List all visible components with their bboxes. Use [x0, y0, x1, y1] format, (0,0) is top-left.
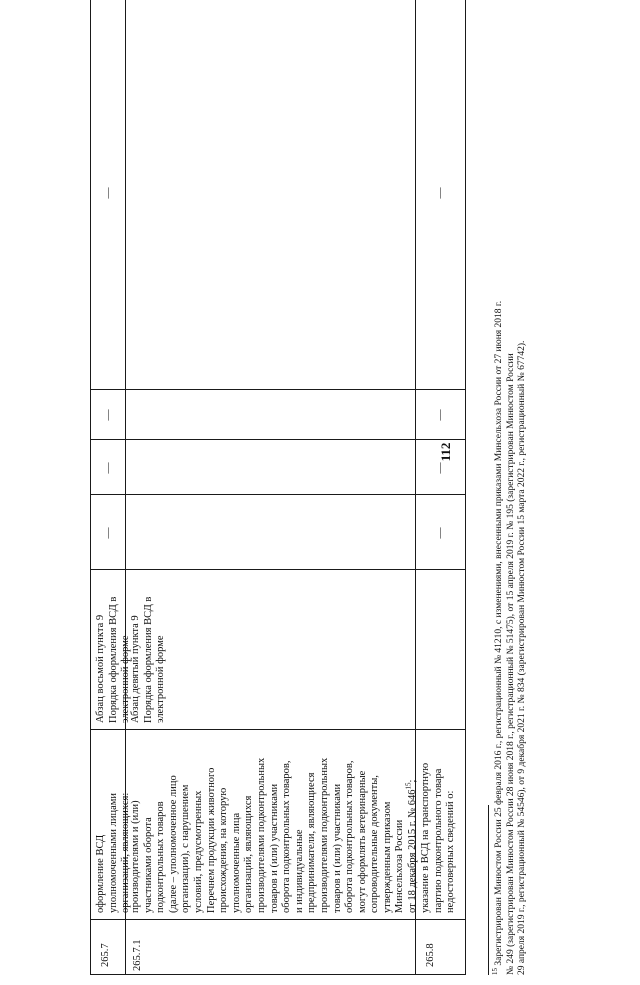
footnote-line: № 249 (зарегистрирован Минюстом России 28 июня 2018 г., регистрационный № 51475), от 15 апреля 2019 г. № 195 (зарегистрирован Минюстом России	[505, 353, 516, 975]
footnote	[490, 300, 529, 975]
row-number: 265.8	[425, 943, 436, 967]
footnote-line: $^{15}$ Зарегистрирован Минюстом России 25 февраля 2016 г., регистрационный № 41210, с изменениями, внесенными приказами Минсельхоза России от 27 июня 2018 г.	[490, 300, 504, 975]
row-name: указание в ВСД на транспортную партию подконтрольного товара недостоверных сведений о:	[420, 762, 457, 913]
row-number: 265.7.1	[132, 939, 143, 971]
footnote-line: 29 апреля 2019 г., регистрационный № 54546), от 9 декабря 2021 г. № 834 (зарегистрирован Минюстом России 15 марта 2022 г., регистрационный № 67742).	[517, 340, 527, 975]
dash-cell: —	[102, 409, 114, 421]
dash-cell: —	[434, 187, 446, 199]
dash-cell: —	[434, 527, 446, 539]
row-name: оформление ВСД уполномоченными лицами организаций, являющихся:	[95, 792, 132, 913]
row-source: Абзац восьмой пункта 9 Порядка оформления ВСД в электронной форме	[95, 596, 132, 723]
rotated-page-content	[20, 0, 620, 985]
dash-cell: —	[102, 462, 114, 474]
row-name: производителями и (или) участниками оборота подконтрольных товаров (далее – уполномоченное лицо организации), с нарушением условий, предусмотренных Перечнем продукции животного происхождения, на которую уполномоченные лица организаций, являющихся производителями подконтрольных товаров и (или) участниками оборота подконтрольных товаров, и индивидуальные предприниматели, являющиеся производителями подконтрольных товаров и (или) участниками оборота подконтрольных товаров, могут оформлять ветеринарные сопроводительные документы, утвержденным приказом Минсельхоза России от 18 декабря 2015 г. № $646^{15}$;	[130, 757, 419, 913]
row-number: 265.7	[100, 943, 111, 967]
dash-cell: —	[102, 187, 114, 199]
row-source: Абзац девятый пункта 9 Порядка оформления ВСД в электронной форме	[130, 596, 167, 723]
dash-cell: —	[102, 527, 114, 539]
regulation-table	[20, 0, 620, 985]
dash-cell: —	[434, 409, 446, 421]
dash-cell: —	[434, 462, 446, 474]
page-number: 112	[438, 442, 453, 462]
